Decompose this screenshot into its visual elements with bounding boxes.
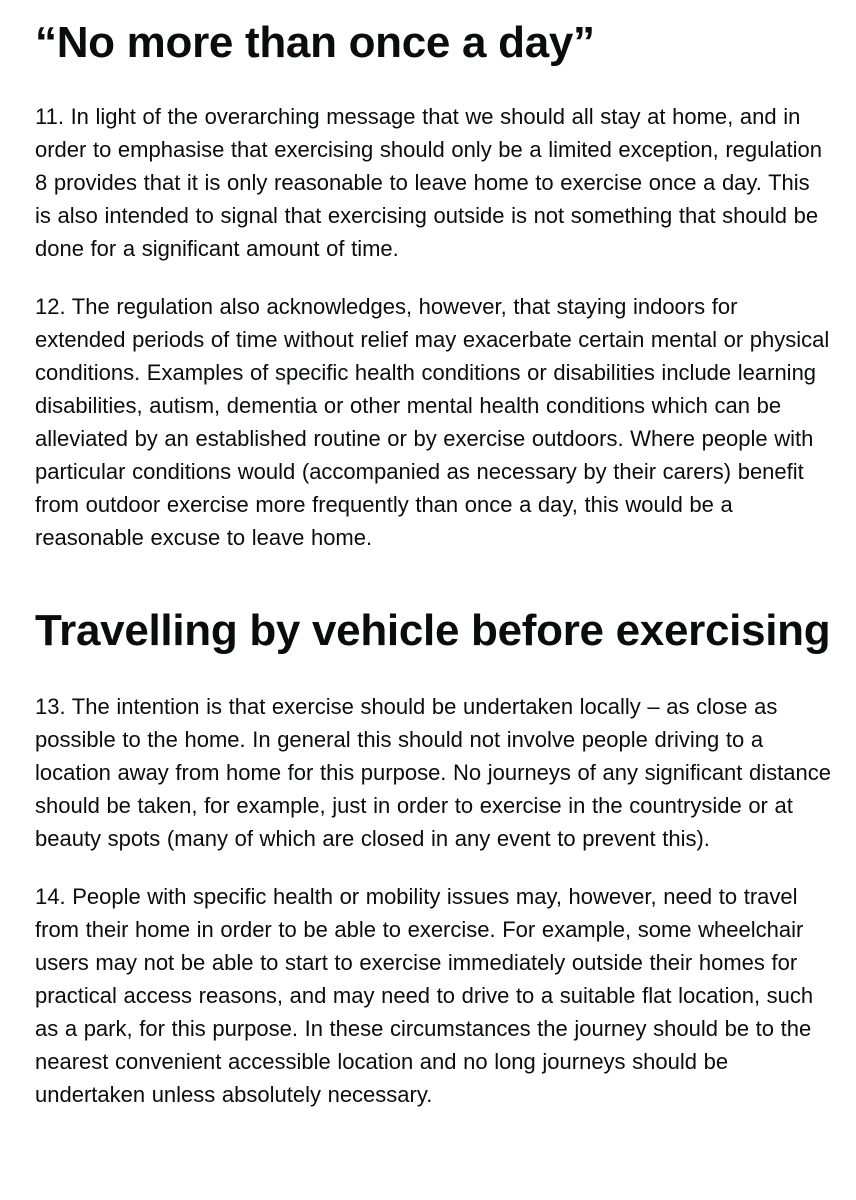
section-heading-travelling-by-vehicle: Travelling by vehicle before exercising bbox=[35, 606, 831, 655]
section-heading-once-a-day: “No more than once a day” bbox=[35, 18, 595, 67]
paragraph-11: 11. In light of the overarching message that we should all stay at home, and in order to emphasise that exercising should only be a limited exception, regulation 8 provides that it is only reasonable to leave home to exercise once a day. This is also intended to signal that exercising outside is not something that should be done for a significant amount of time. bbox=[35, 104, 822, 261]
paragraph-14: 14. People with specific health or mobility issues may, however, need to travel from their home in order to be able to exercise. For example, some wheelchair users may not be able to start to exercise immediately outside their homes for practical access reasons, and may need to drive to a suitable flat location, such as a park, for this purpose. In these circumstances the journey should be to the nearest convenient accessible location and no long journeys should be undertaken unless absolutely necessary. bbox=[35, 884, 814, 1107]
paragraph-13: 13. The intention is that exercise should be undertaken locally – as close as possible to the home. In general this should not involve people driving to a location away from home for this purpose. No journeys of any significant distance should be taken, for example, just in order to exercise in the countryside or at beauty spots (many of which are closed in any event to prevent this). bbox=[35, 694, 831, 851]
paragraph-12: 12. The regulation also acknowledges, however, that staying indoors for extended periods of time without relief may exacerbate certain mental or physical conditions. Examples of specific health conditions or disabilities include learning disabilities, autism, dementia or other mental health conditions which can be alleviated by an established routine or by exercise outdoors. Where people with particular conditions would (accompanied as necessary by their carers) benefit from outdoor exercise more frequently than once a day, this would be a reasonable excuse to leave home. bbox=[35, 294, 830, 550]
